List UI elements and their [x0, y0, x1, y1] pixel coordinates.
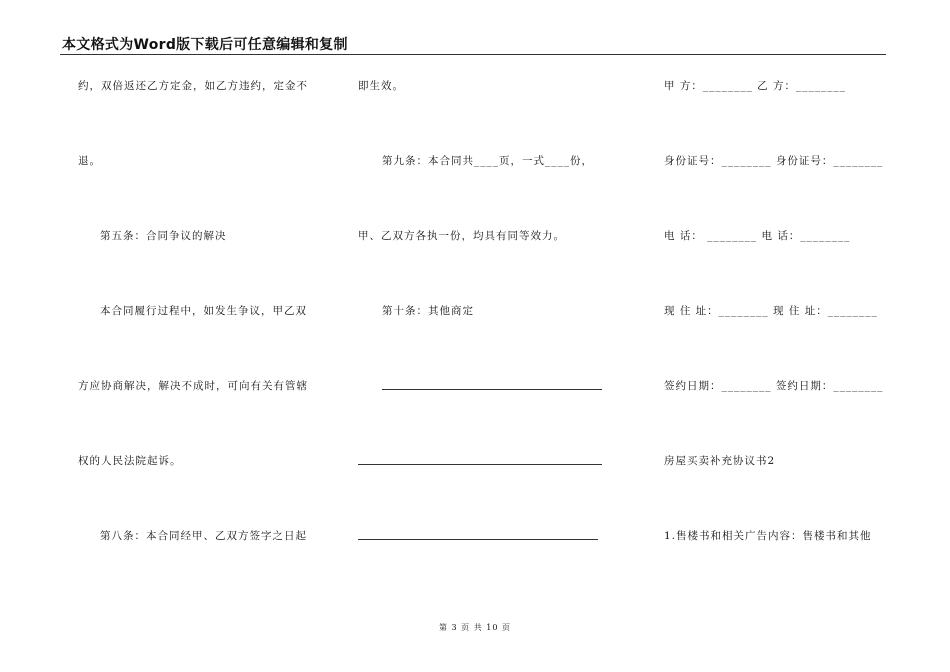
right-line-1: 甲 方：________ 乙 方：________	[664, 80, 847, 92]
right-line-4: 现 住 址：________ 现 住 址：________	[664, 305, 878, 317]
right-line-6: 房屋买卖补充协议书2	[664, 455, 776, 467]
blank-line-3	[358, 539, 598, 540]
left-line-3: 第五条：合同争议的解决	[100, 230, 227, 242]
left-line-4: 本合同履行过程中，如发生争议，甲乙双	[100, 305, 307, 317]
left-line-7: 第八条：本合同经甲、乙双方签字之日起	[100, 530, 307, 542]
left-line-2: 退。	[78, 155, 101, 167]
middle-line-3: 甲、乙双方各执一份，均具有同等效力。	[358, 230, 565, 242]
document-header-title: 本文格式为Word版下载后可任意编辑和复制	[62, 37, 348, 53]
blank-line-2	[358, 464, 602, 465]
middle-line-4: 第十条：其他商定	[382, 305, 474, 317]
page-number-footer: 第 3 页 共 10 页	[439, 623, 511, 632]
blank-line-1	[382, 389, 602, 390]
right-line-2: 身份证号：________ 身份证号：________	[664, 155, 884, 167]
header-divider	[60, 54, 886, 55]
right-line-3: 电 话： ________ 电 话：________	[664, 230, 851, 242]
right-line-7: 1.售楼书和相关广告内容：售楼书和其他	[664, 530, 872, 542]
middle-line-1: 即生效。	[358, 80, 404, 92]
left-line-1: 约，双倍返还乙方定金，如乙方违约，定金不	[78, 80, 308, 92]
right-line-5: 签约日期：________ 签约日期：________	[664, 380, 884, 392]
middle-line-2: 第九条：本合同共____页，一式____份，	[382, 155, 593, 167]
left-line-5: 方应协商解决，解决不成时，可向有关有管辖	[78, 380, 308, 392]
left-line-6: 权的人民法院起诉。	[78, 455, 182, 467]
